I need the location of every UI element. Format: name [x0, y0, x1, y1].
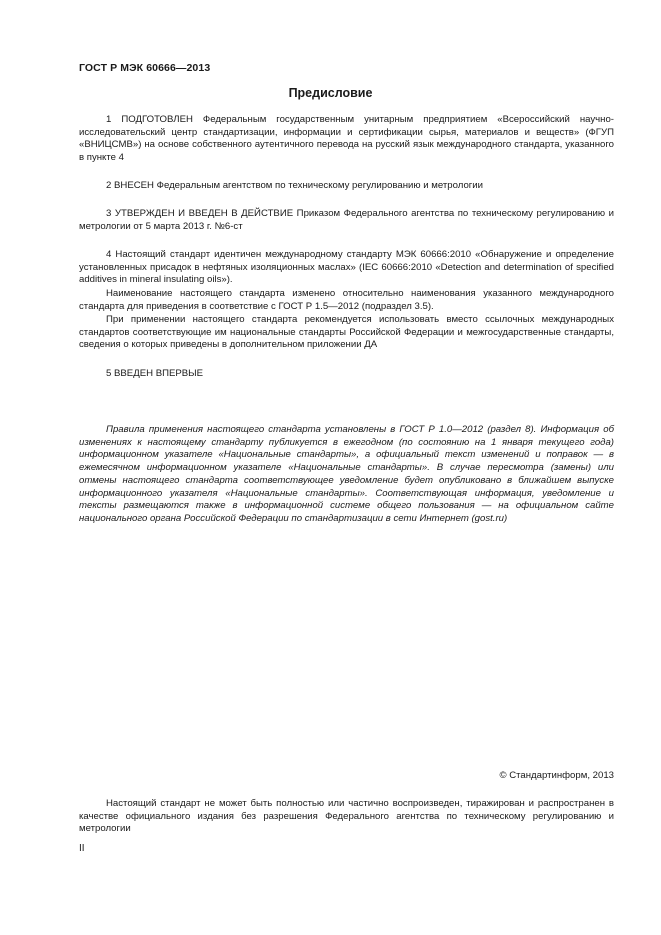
standard-code-header: ГОСТ Р МЭК 60666—2013	[79, 62, 211, 74]
reproduction-notice: Настоящий стандарт не может быть полностью или частично воспроизведен, тиражирован и распространен в качестве официального издания без разрешения Федерального агентства по техническому регулированию и метрологии	[79, 798, 614, 835]
paragraph-references: При применении настоящего стандарта рекомендуется использовать вместо ссылочных международных стандартов соответствующие им национальные стандарты Российской Федерации и межгосударственные стандарты, сведения о которых приведены в дополнительном приложении ДА	[79, 314, 614, 351]
paragraph-name-change: Наименование настоящего стандарта изменено относительно наименования указанного международного стандарта для приведения в соответствие с ГОСТ Р 1.5—2012 (подраздел 3.5).	[79, 288, 614, 312]
paragraph-introduced-by: 2 ВНЕСЕН Федеральным агентством по техническому регулированию и метрологии	[106, 180, 484, 191]
paragraph-prepared-by: 1 ПОДГОТОВЛЕН Федеральным государственным унитарным предприятием «Всероссийский научно-исследовательский центр стандартизации, информации и сертификации сырья, материалов и веществ» (ФГУП «ВНИЦСМВ») на основе собственного аутентичного перевода на русский язык международного стандарта, указанного в пункте 4	[79, 114, 614, 164]
page-title: Предисловие	[288, 86, 373, 100]
copyright-notice: © Стандартинформ, 2013	[499, 770, 614, 781]
paragraph-first-introduced: 5 ВВЕДЕН ВПЕРВЫЕ	[106, 368, 204, 379]
paragraph-approved: 3 УТВЕРЖДЕН И ВВЕДЕН В ДЕЙСТВИЕ Приказом Федерального агентства по техническому регулированию и метрологии от 5 марта 2013 г. №6-ст	[79, 208, 614, 232]
rules-of-application-note: Правила применения настоящего стандарта установлены в ГОСТ Р 1.0—2012 (раздел 8). Информация об изменениях к настоящему стандарту публикуется в ежегодном (по состоянию на 1 января текущего года) информационном указателе «Национальные стандарты», а официальный текст изменений и поправок — в ежемесячном информационном указателе «Национальные стандарты». В случае пересмотра (замены) или отмены настоящего стандарта соответствующее уведомление будет опубликовано в ближайшем выпуске информационного указателя «Национальные стандарты». Соответствующая информация, уведомление и тексты размещаются также в информационной системе общего пользования — на официальном сайте национального органа Российской Федерации по стандартизации в сети Интернет (gost.ru)	[79, 424, 614, 524]
paragraph-identical-standard: 4 Настоящий стандарт идентичен международному стандарту МЭК 60666:2010 «Обнаружение и определение установленных присадок в нефтяных изоляционных маслах» (IEC 60666:2010 «Detection and determination of specified additives in mineral insulating oils»).	[79, 249, 614, 286]
page-number: II	[79, 843, 85, 854]
